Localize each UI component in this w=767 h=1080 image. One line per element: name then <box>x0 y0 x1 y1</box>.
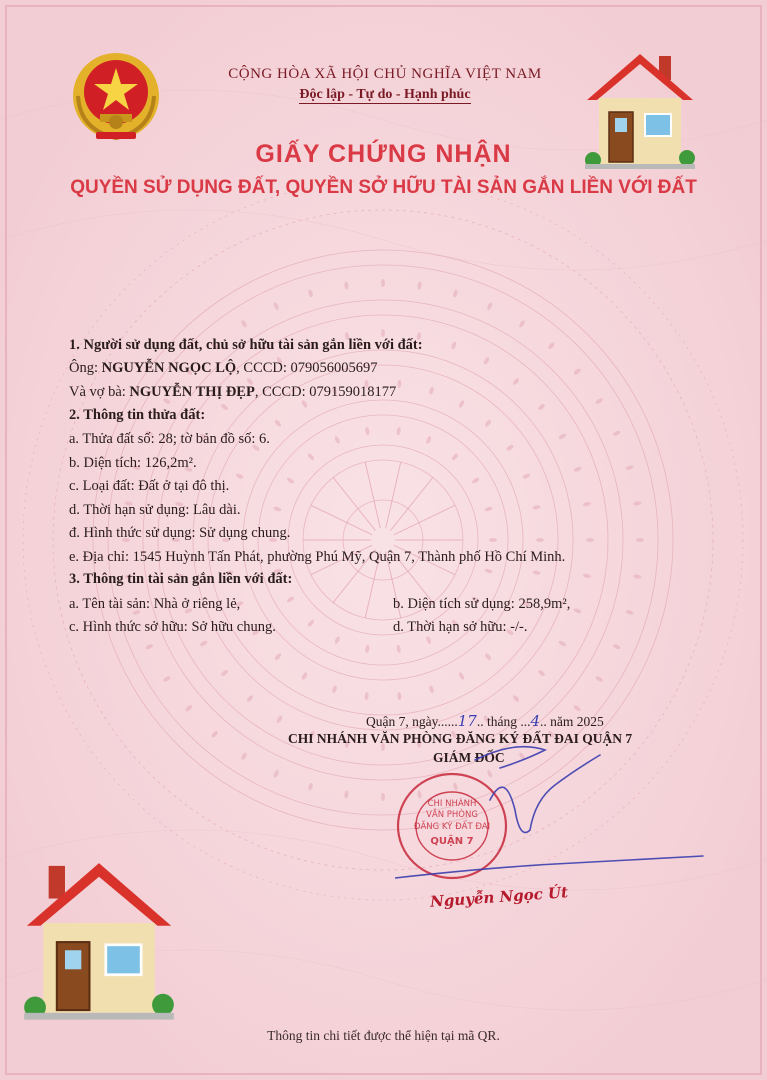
signer-name: Nguyễn Ngọc Út <box>429 883 569 911</box>
section-3-heading: 3. Thông tin tài sản gắn liền với đất: <box>69 571 293 587</box>
certificate-title: GIẤY CHỨNG NHẬN <box>255 140 512 168</box>
land-parcel-number: a. Thửa đất số: 28; tờ bản đồ số: 6. <box>69 431 270 447</box>
owner-1-prefix: Ông: <box>69 360 102 376</box>
owner-2 <box>69 384 396 401</box>
qr-note: Thông tin chi tiết được thể hiện tại mã QR. <box>267 1028 500 1043</box>
ownership-form: c. Hình thức sở hữu: Sở hữu chung. <box>69 619 276 635</box>
owner-1-name: NGUYỄN NGỌC LỘ <box>101 360 237 376</box>
issue-month: 4 <box>530 712 540 730</box>
drum-motif <box>536 538 544 542</box>
land-address: e. Địa chỉ: 1545 Huỳnh Tấn Phát, phường Phú Mỹ, Quận 7, Thành phố Hồ Chí Minh. <box>69 549 566 565</box>
date-prefix: Quận 7, ngày <box>366 714 438 729</box>
owner-2-id: , CCCD: 079159018177 <box>254 384 397 400</box>
national-motto-text: Độc lập - Tự do - Hạnh phúc <box>299 87 471 102</box>
land-type: c. Loại đất: Đất ở tại đô thị. <box>69 478 230 494</box>
owner-2-name: NGUYỄN THỊ ĐẸP <box>129 384 255 400</box>
land-use-term: d. Thời hạn sử dụng: Lâu dài. <box>69 502 241 518</box>
issue-date: Quận 7, ngày......17.. tháng ...4.. năm 2025 <box>366 712 604 730</box>
drum-motif <box>489 538 497 542</box>
national-motto <box>175 87 595 103</box>
drum-motif <box>381 793 385 801</box>
asset-name: a. Tên tài sản: Nhà ở riêng lẻ, <box>69 596 241 612</box>
ownership-term: d. Thời hạn sở hữu: -/-. <box>393 619 528 635</box>
land-use-form: đ. Hình thức sử dụng: Sử dụng chung. <box>69 525 291 541</box>
owner-2-prefix: Và vợ bà: <box>69 384 130 400</box>
month-label: tháng <box>486 714 517 729</box>
land-area: b. Diện tích: 126,2m². <box>69 455 197 471</box>
asset-floor-area: b. Diện tích sử dụng: 258,9m², <box>393 596 571 612</box>
house-icon-bottom <box>18 855 180 1021</box>
issue-day: 17 <box>457 712 477 730</box>
drum-motif <box>636 538 644 542</box>
section-1-heading: 1. Người sử dụng đất, chủ sở hữu tài sản gắn liền với đất: <box>69 337 423 353</box>
national-emblem-icon <box>70 50 162 142</box>
stamp-line-1: CHI NHÁNH <box>427 799 477 809</box>
drum-motif <box>381 279 385 287</box>
handwritten-signature <box>395 740 705 890</box>
issuing-office: CHI NHÁNH VĂN PHÒNG ĐĂNG KÝ ĐẤT ĐAI QUẬN 7 <box>288 731 633 746</box>
country-name: CỘNG HÒA XÃ HỘI CHỦ NGHĨA VIỆT NAM <box>228 66 542 82</box>
stamp-line-3: ĐĂNG KÝ ĐẤT ĐAI <box>413 822 491 832</box>
drum-motif <box>586 538 594 542</box>
signer-title: GIÁM ĐỐC <box>433 750 505 765</box>
section-2-heading: 2. Thông tin thửa đất: <box>69 407 206 423</box>
certificate-subtitle: QUYỀN SỬ DỤNG ĐẤT, QUYỀN SỞ HỮU TÀI SẢN GẮN LIỀN VỚI ĐẤT <box>70 177 697 198</box>
issue-year: năm 2025 <box>550 714 604 729</box>
drum-motif <box>381 329 385 337</box>
owner-1 <box>69 360 378 377</box>
owner-1-id: , CCCD: 079056005697 <box>236 360 378 376</box>
stamp-line-4: QUẬN 7 <box>430 836 474 847</box>
stamp-line-2: VĂN PHÒNG <box>426 810 478 820</box>
